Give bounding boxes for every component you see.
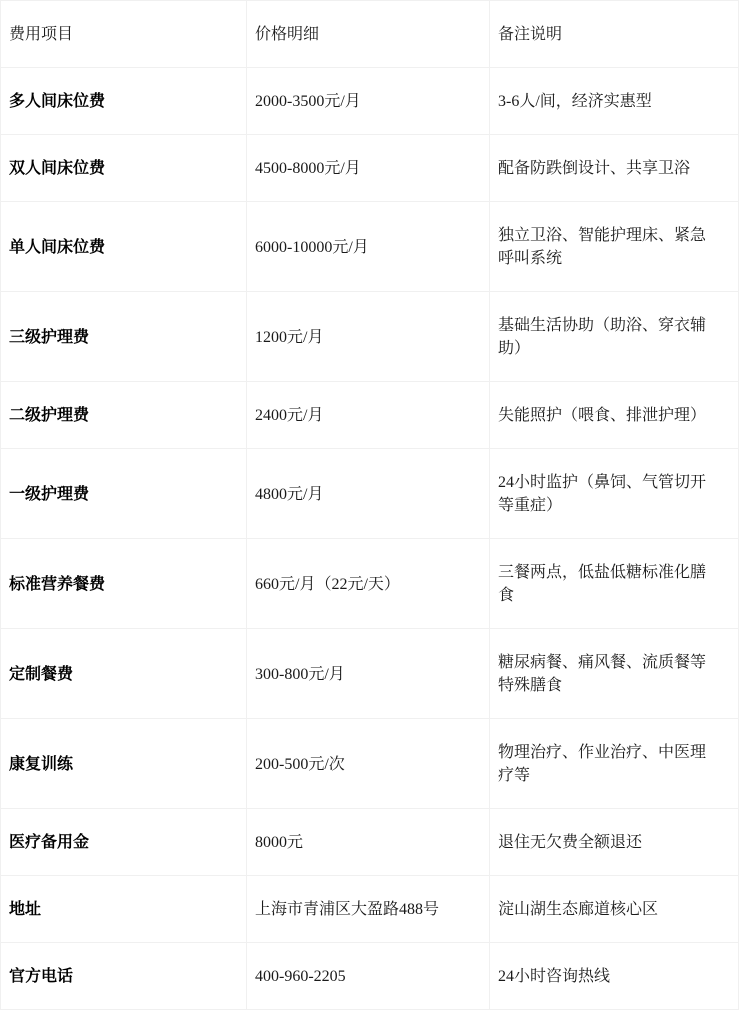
note-cell: 3-6人/间，经济实惠型 (490, 68, 739, 135)
fee-item-cell: 官方电话 (1, 943, 247, 1010)
note-cell: 基础生活协助（助浴、穿衣辅助） (490, 292, 739, 382)
table-row (1, 809, 739, 876)
fee-item-cell: 单人间床位费 (1, 202, 247, 292)
table-row (1, 135, 739, 202)
table-row (1, 943, 739, 1010)
note-cell: 物理治疗、作业治疗、中医理疗等 (490, 719, 739, 809)
fee-item-cell: 多人间床位费 (1, 68, 247, 135)
column-header-price-detail: 价格明细 (247, 1, 490, 68)
note-cell: 配备防跌倒设计、共享卫浴 (490, 135, 739, 202)
table-row (1, 68, 739, 135)
fee-item-cell: 康复训练 (1, 719, 247, 809)
fee-item-cell: 二级护理费 (1, 382, 247, 449)
column-header-fee-item: 费用项目 (1, 1, 247, 68)
note-cell: 淀山湖生态廊道核心区 (490, 876, 739, 943)
table-row (1, 719, 739, 809)
table-row (1, 382, 739, 449)
column-header-remarks: 备注说明 (490, 1, 739, 68)
price-cell: 1200元/月 (247, 292, 490, 382)
note-cell: 糖尿病餐、痛风餐、流质餐等特殊膳食 (490, 629, 739, 719)
price-cell: 660元/月（22元/天） (247, 539, 490, 629)
note-cell: 失能照护（喂食、排泄护理） (490, 382, 739, 449)
note-cell: 退住无欠费全额退还 (490, 809, 739, 876)
price-cell: 8000元 (247, 809, 490, 876)
table-row (1, 876, 739, 943)
note-cell: 24小时咨询热线 (490, 943, 739, 1010)
price-cell: 6000-10000元/月 (247, 202, 490, 292)
table-row (1, 202, 739, 292)
note-cell: 三餐两点，低盐低糖标准化膳食 (490, 539, 739, 629)
fee-item-cell: 标准营养餐费 (1, 539, 247, 629)
table-header-row (1, 1, 739, 68)
price-cell: 4800元/月 (247, 449, 490, 539)
fee-item-cell: 定制餐费 (1, 629, 247, 719)
fee-item-cell: 一级护理费 (1, 449, 247, 539)
price-cell: 上海市青浦区大盈路488号 (247, 876, 490, 943)
fee-item-cell: 医疗备用金 (1, 809, 247, 876)
fee-item-cell: 双人间床位费 (1, 135, 247, 202)
note-cell: 独立卫浴、智能护理床、紧急呼叫系统 (490, 202, 739, 292)
price-cell: 4500-8000元/月 (247, 135, 490, 202)
table-row (1, 292, 739, 382)
fee-item-cell: 地址 (1, 876, 247, 943)
price-cell: 2000-3500元/月 (247, 68, 490, 135)
note-cell: 24小时监护（鼻饲、气管切开等重症） (490, 449, 739, 539)
table-row (1, 629, 739, 719)
table-row (1, 449, 739, 539)
table-row (1, 539, 739, 629)
price-cell: 2400元/月 (247, 382, 490, 449)
price-cell: 400-960-2205 (247, 943, 490, 1010)
price-cell: 300-800元/月 (247, 629, 490, 719)
price-cell: 200-500元/次 (247, 719, 490, 809)
fee-item-cell: 三级护理费 (1, 292, 247, 382)
